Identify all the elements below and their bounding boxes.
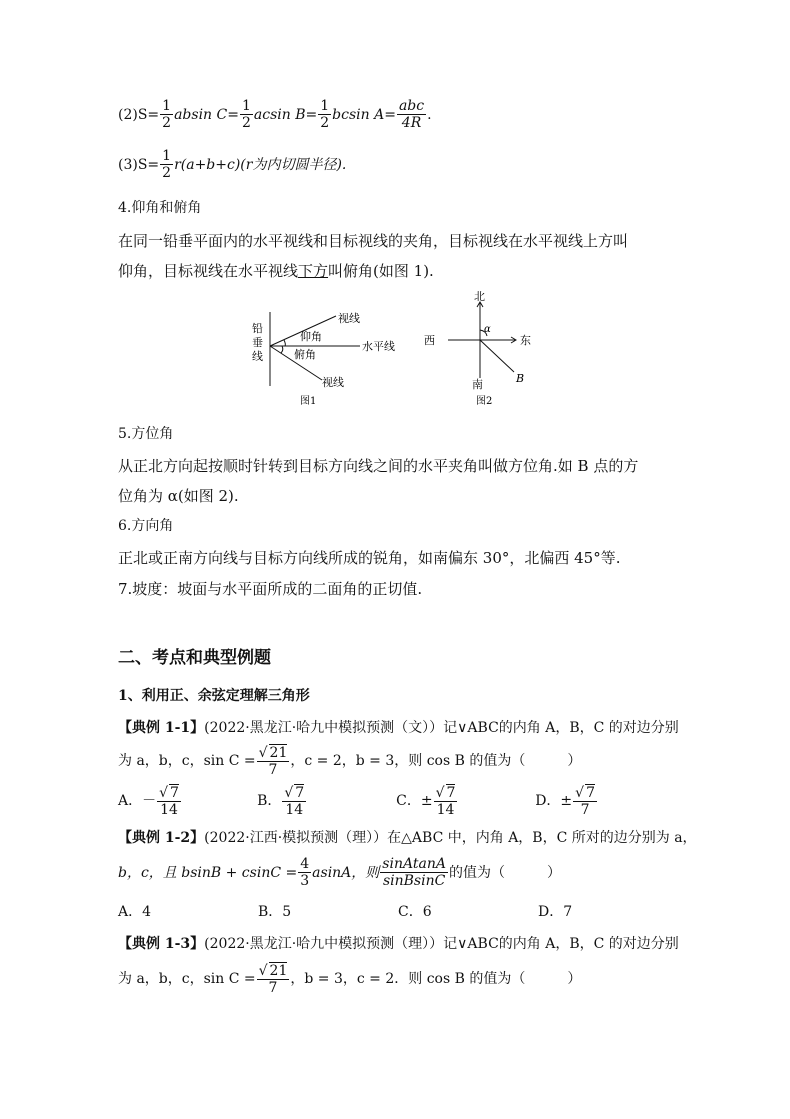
formula-3-label: (3)S=: [118, 156, 160, 173]
section-6-title: 6.方向角: [118, 518, 174, 534]
fig1-vertical-label-3: 线: [252, 350, 263, 363]
fig2-alpha: α: [484, 324, 491, 335]
example-1-2-text-a: b，c，且 bsinB + csinC =: [118, 864, 298, 881]
section-4-line-2b: 叫俯角(如图 1).: [328, 262, 434, 280]
part-2-heading: 二、考点和典型例题: [118, 648, 271, 668]
option-b[interactable]: B．5: [258, 904, 292, 920]
section-5-line-2: 位角为 α(如图 2).: [118, 487, 239, 505]
option-b[interactable]: [257, 784, 396, 818]
example-1-2-source: (2022·江西·模拟预测（理））在△ABC 中，内角 A，B，C 所对的边分别为 a，: [204, 830, 697, 846]
fraction-half: $\frac{1}{2}$: [241, 98, 251, 131]
fig1-elevation-label: 仰角: [300, 330, 322, 343]
formula-2-end: .: [427, 106, 432, 123]
example-1-2-line-2: [118, 856, 561, 889]
fig2-caption: 图2: [476, 396, 493, 407]
fig1-vertical-label-2: 垂: [252, 336, 263, 349]
figure-2-bearing-diagram: [420, 290, 540, 408]
section-5-title: 5.方位角: [118, 426, 174, 442]
section-4-line-1: 在同一铅垂平面内的水平视线和目标视线的夹角，目标视线在水平视线上方叫: [118, 232, 629, 250]
fig2-north: 北: [474, 290, 485, 303]
section-6-line-1: 正北或正南方向线与目标方向线所成的锐角，如南偏东 30°，北偏西 45°等.: [118, 549, 621, 567]
option-fraction: $\frac{√ 7}{14}$: [435, 785, 456, 818]
fig1-horizontal-label: 水平线: [362, 340, 395, 353]
fig2-point-b: B: [516, 372, 525, 385]
example-1-3-source: (2022·黑龙江·哈九中模拟预测（理））记∨ABC的内角 A，B，C 的对边分别: [204, 936, 679, 952]
fraction-half: $\frac{1}{2}$: [162, 98, 172, 131]
option-label: A．－: [118, 793, 157, 809]
option-d[interactable]: [535, 784, 598, 818]
example-1-3-text-b: ，b = 3，c = 2．则 cos B 的值为（ ）: [290, 971, 582, 987]
example-1-1-source: (2022·黑龙江·哈九中模拟预测（文））记∨ABC的内角 A，B，C 的对边分别: [204, 720, 679, 736]
example-tag: 【典例 1-3】: [118, 936, 205, 952]
option-d[interactable]: D．7: [538, 904, 573, 920]
option-a[interactable]: A．4: [118, 904, 152, 920]
option-label: B．: [257, 793, 282, 809]
figure-1-elevation-diagram: [248, 304, 418, 408]
fig2-south: 南: [472, 378, 483, 391]
example-1-3-line-2: [118, 962, 581, 996]
option-fraction: $\frac{√ 7}{7}$: [575, 785, 595, 818]
example-1-2-line-1: [118, 828, 697, 848]
fraction-ratio: $\frac{\text{sinAtanA}}{\text{sinBsinC}}$: [382, 856, 446, 889]
fig1-vertical-label-1: 铅: [252, 322, 263, 335]
example-1-1-text-b: ，c = 2，b = 3，则 cos B 的值为（ ）: [290, 753, 582, 769]
option-fraction: $\frac{√ 7}{14}$: [159, 785, 179, 818]
fig1-caption: 图1: [300, 396, 317, 407]
example-1-1-line-1: [118, 718, 679, 738]
fraction-abc-4r: $\frac{\text{abc}}{4R}$: [398, 98, 425, 131]
formula-2-label: (2)S=: [118, 106, 160, 123]
subsection-1-title: 1、利用正、余弦定理解三角形: [118, 688, 310, 704]
section-4-title: 4.仰角和俯角: [118, 200, 202, 216]
section-4-line-2: [118, 260, 434, 282]
example-1-1-text-a: 为 a，b，c，sin C =: [118, 753, 256, 769]
option-c[interactable]: [396, 784, 535, 818]
fraction-sqrt21-over-7: $\frac{√ 21}{7}$: [258, 963, 288, 996]
option-fraction: $\frac{√ 7}{14}$: [284, 785, 305, 818]
section-7-line-1: 7.坡度：坡面与水平面所成的二面角的正切值.: [118, 580, 423, 598]
fig2-east: 东: [520, 334, 531, 347]
fig1-depression-label: 俯角: [294, 348, 316, 361]
formula-3-tail: r(a+b+c)(r为内切圆半径).: [174, 156, 347, 173]
fraction-4-over-3: $\frac{4}{3}$: [300, 856, 310, 889]
formula-2-part-1: absin C=: [174, 106, 239, 123]
fig2-west: 西: [424, 334, 435, 347]
example-1-3-line-1: [118, 934, 679, 954]
option-a[interactable]: [118, 784, 257, 818]
formula-2-part-3: bcsin A=: [332, 106, 396, 123]
fraction-sqrt21-over-7: $\frac{√ 21}{7}$: [258, 745, 288, 778]
formula-area: [118, 98, 432, 131]
fig1-sight-bottom: 视线: [322, 376, 344, 389]
option-label: C．±: [396, 793, 433, 809]
fraction-half: $\frac{1}{2}$: [320, 98, 330, 131]
section-5-line-1: 从正北方向起按顺时针转到目标方向线之间的水平夹角叫做方位角.如 B 点的方: [118, 457, 639, 475]
section-4-line-2a: 仰角，目标视线在水平视线: [118, 262, 299, 280]
formula-2-part-2: acsin B=: [253, 106, 318, 123]
example-1-1-options: [118, 784, 598, 818]
example-1-1-line-2: [118, 744, 581, 778]
option-label: D．±: [535, 793, 573, 809]
example-1-3-text-a: 为 a，b，c，sin C =: [118, 971, 256, 987]
example-1-2-options: [118, 902, 598, 922]
example-1-2-text-b: asinA，则: [312, 864, 380, 881]
fraction-half: $\frac{1}{2}$: [162, 148, 172, 181]
example-tag: 【典例 1-1】: [118, 720, 205, 736]
fig1-sight-top: 视线: [338, 312, 360, 325]
underlined-text: 下方: [298, 262, 329, 280]
option-c[interactable]: C．6: [398, 904, 432, 920]
example-1-2-text-c: 的值为（ ）: [448, 864, 561, 881]
formula-3: [118, 148, 346, 181]
example-tag: 【典例 1-2】: [118, 830, 205, 846]
